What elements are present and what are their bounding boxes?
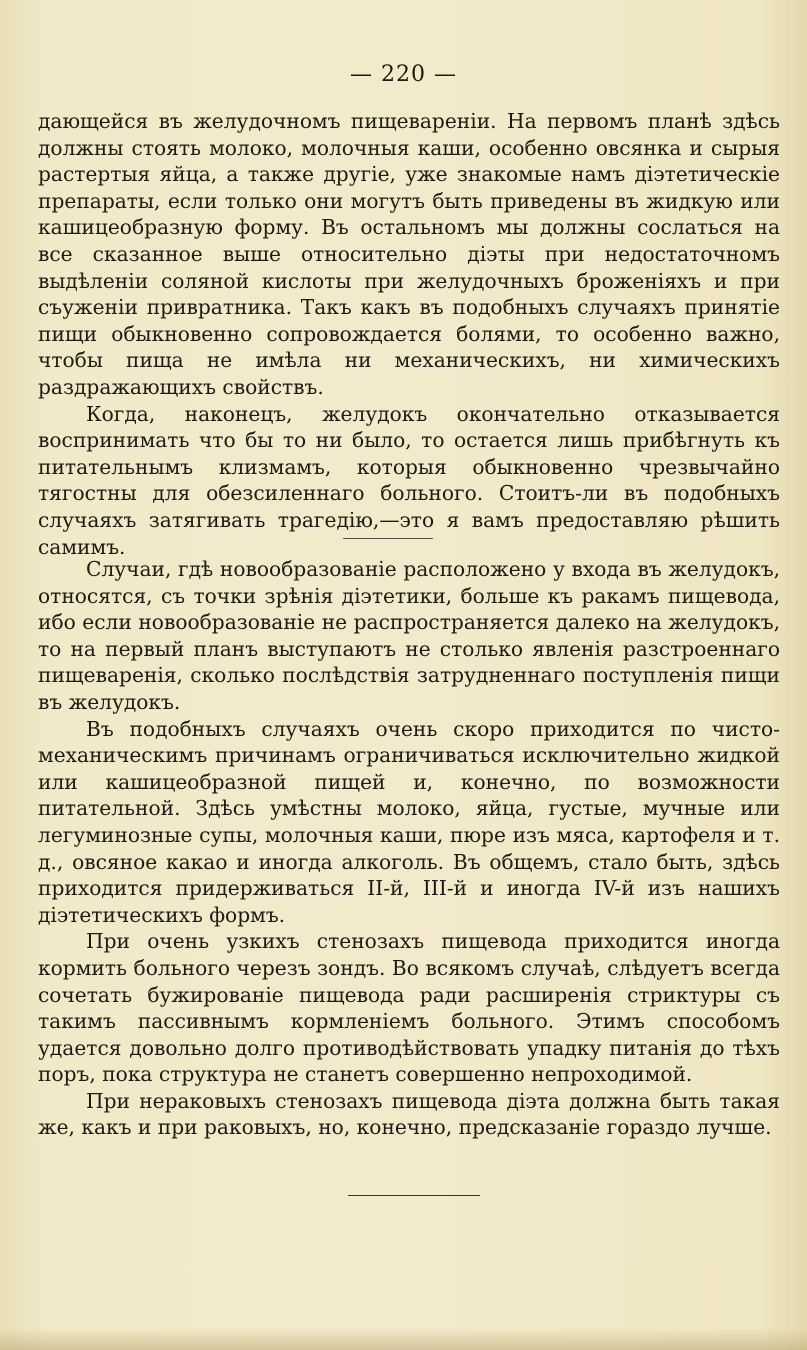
page-number: — 220 — [350,62,457,87]
page-edge-shadow [0,1328,807,1350]
end-divider [348,1195,480,1196]
paragraph: Въ подобныхъ случаяхъ очень скоро приходится по чисто-механическимъ причинамъ ограничиваться исключительно жидкой или кашицеобразной пищей и, конечно, по возможности питательной. Здѣсь умѣстны молоко, яйца, густые, мучные или легуминозные супы, молочныя каши, пюре изъ мяса, картофеля и т. д., овсяное какао и иногда алкоголь. Въ общемъ, стало быть, здѣсь приходится придерживаться II-й, III-й и иногда IV-й изъ нашихъ діэтетическихъ формъ. [38,716,780,927]
paragraph: При очень узкихъ стенозахъ пищевода приходится иногда кормить больного черезъ зондъ. Во всякомъ случаѣ, слѣдуетъ всегда сочетать бужированіе пищевода ради расширенія стриктуры съ такимъ пассивнымъ кормленіемъ больного. Этимъ способомъ удается довольно долго противодѣйствовать упадку питанія до тѣхъ поръ, пока структура не станетъ совершенно непроходимой. [38,929,780,1087]
paragraph: При нераковыхъ стенозахъ пищевода діэта должна быть такая же, какъ и при раковыхъ, но, конечно, предсказаніе гораздо лучше. [38,1088,780,1140]
paragraph: Случаи, гдѣ новообразованіе расположено у входа въ желудокъ, относятся, съ точки зрѣнія діэтетики, больше къ ракамъ пищевода, ибо если новообразованіе не распространяется далеко на желудокъ, то на первый планъ выступаютъ не столько явленія разстроеннаго пищеваренія, сколько послѣдствія затрудненнаго поступленія пищи въ желудокъ. [38,557,780,714]
section-divider [343,538,433,539]
text-block-top [38,108,780,560]
text-block-bottom [38,556,780,1141]
paragraph: Когда, наконецъ, желудокъ окончательно отказывается воспринимать что бы то ни было, то остается лишь прибѣгнуть къ питательнымъ клизмамъ, которыя обыкновенно чрезвычайно тягостны для обезсиленнаго больного. Стоитъ-ли въ подобныхъ случаяхъ затягивать трагедію,—это я вамъ предоставляю рѣшить самимъ. [38,401,780,559]
paragraph-continued: дающейся въ желудочномъ пищевареніи. На первомъ планѣ здѣсь должны стоять молоко, молочныя каши, особенно овсянка и сырыя растертыя яйца, а также другіе, уже знакомые намъ діэтетическіе препараты, если только они могутъ быть приведены въ жидкую или кашицеобразную форму. Въ остальномъ мы должны сослаться на все сказанное выше относительно діэты при недостаточномъ выдѣленіи соляной кислоты при желудочныхъ броженіяхъ и при съуженіи привратника. Такъ какъ въ подобныхъ случаяхъ принятіе пищи обыкновенно сопровождается болями, то особенно важно, чтобы пища не имѣла ни механическихъ, ни химическихъ раздражающихъ свойствъ. [38,109,780,399]
